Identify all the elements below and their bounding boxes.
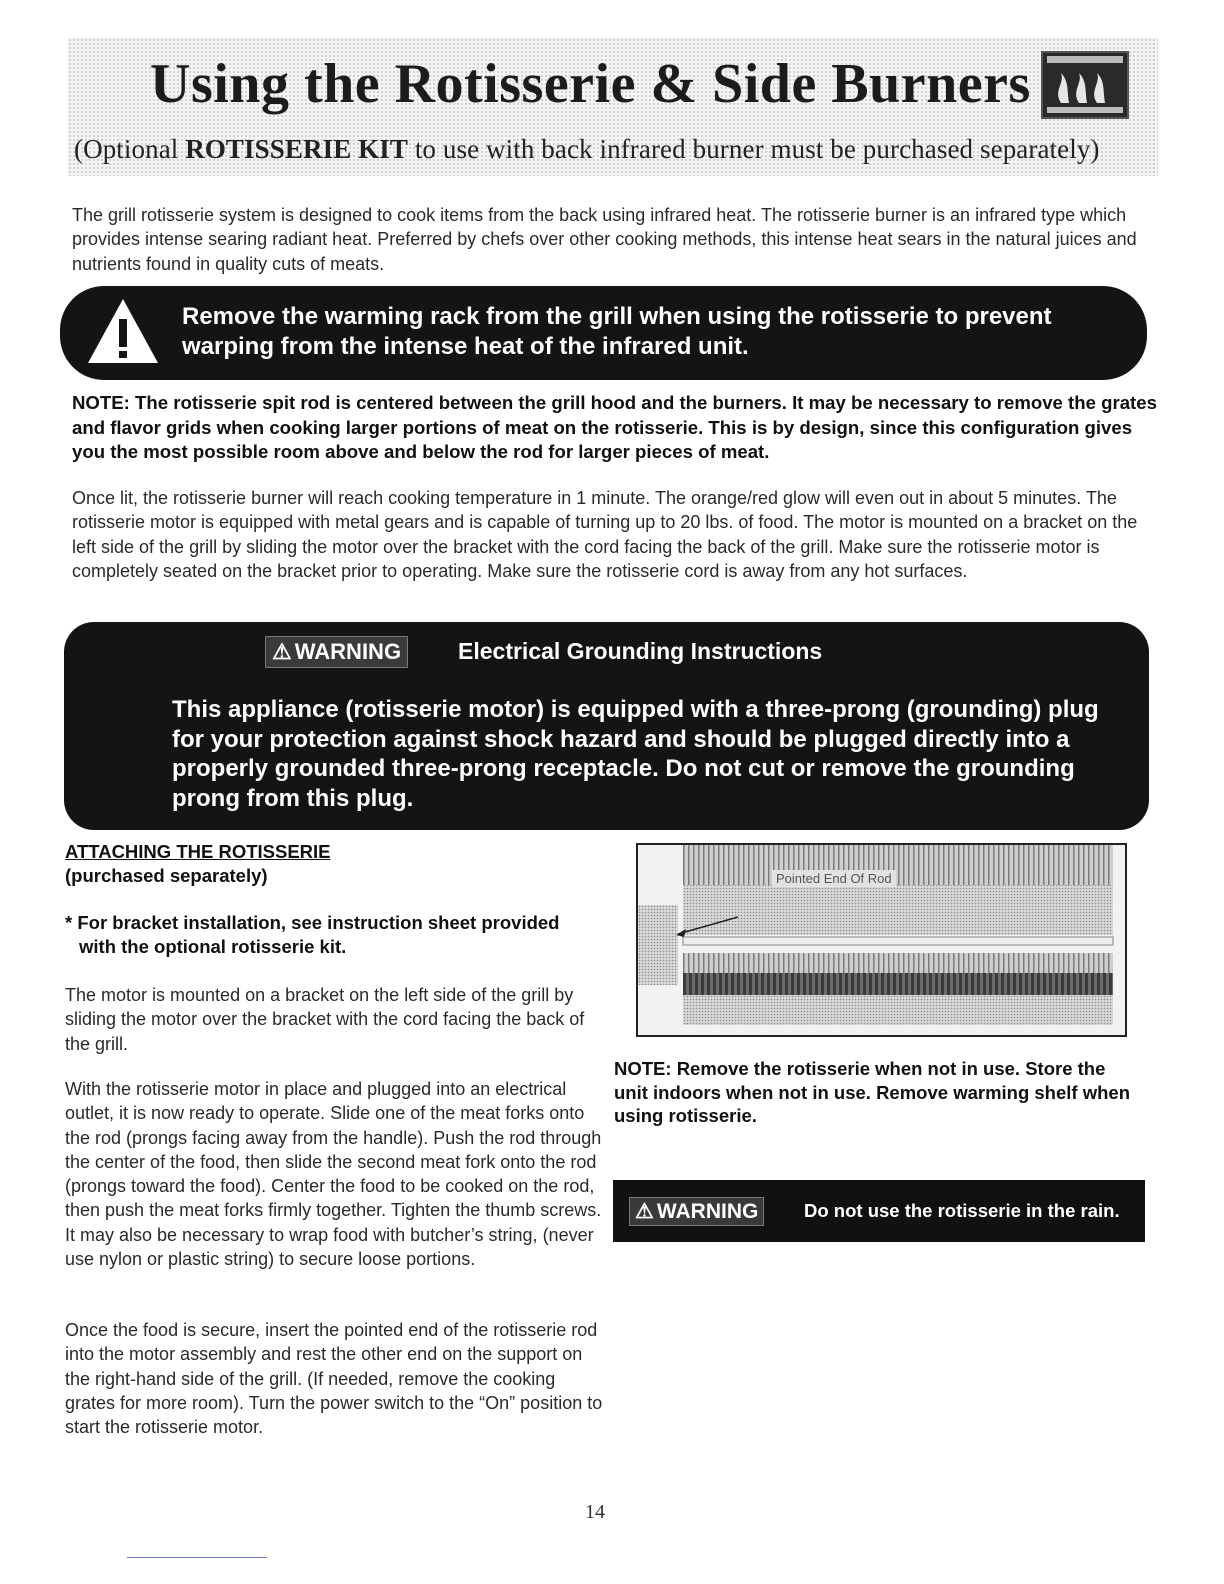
warning-triangle-icon: ⚠ xyxy=(272,639,292,664)
photo-callout-label: Pointed End Of Rod xyxy=(772,870,896,887)
page-title: Using the Rotisserie & Side Burners xyxy=(150,53,1031,115)
footer-rule xyxy=(127,1557,267,1558)
storage-note: NOTE: Remove the rotisserie when not in use. Store the unit indoors when not in use. Remove warming shelf when using rotisserie. xyxy=(614,1058,1130,1126)
spit-rod-note: NOTE: The rotisserie spit rod is centered between the grill hood and the burners. It may be necessary to remove the grates and flavor grids when cooking larger portions of meat on the rotisserie. This is by design, since this configuration gives you the most possible room above and below the rod for larger pieces of meat. xyxy=(72,392,1157,463)
grounding-body: This appliance (rotisserie motor) is equipped with a three-prong (grounding) plug for your protection against shock hazard and should be plugged directly into a properly grounded three-prong receptacle. Do not cut or remove the grounding prong from this plug. xyxy=(172,696,1099,812)
warning-badge: ⚠ WARNING xyxy=(265,636,408,668)
warning-triangle-icon: ⚠ xyxy=(635,1200,654,1223)
rain-warning-text: Do not use the rotisserie in the rain. xyxy=(804,1200,1120,1221)
grounding-heading: Electrical Grounding Instructions xyxy=(458,638,823,664)
page-subtitle: (Optional ROTISSERIE KIT to use with back infrared burner must be purchased separately) xyxy=(74,134,1100,164)
meat-fork-paragraph: With the rotisserie motor in place and plugged into an electrical outlet, it is now ready to operate. Slide one of the meat forks onto the rod (prongs facing away from the handle). Push the rod through the center of the food, then slide the second meat fork onto the rod (prongs toward the food). Center the food to be cooked on the rod, then push the meat forks firmly together. Tighten the thumb screws. It may also be necessary to wrap food with butcher’s string, (never use nylon or plastic string) to secure loose portions. xyxy=(65,1079,602,1270)
attaching-subheading: (purchased separately) xyxy=(65,865,268,886)
intro-paragraph: The grill rotisserie system is designed to cook items from the back using infrared heat. The rotisserie burner is an infrared type which provides intense searing radiant heat. Preferred by chefs over other cooking methods, this intense heat sears in the natural juices and nutrients found in quality cuts of meats. xyxy=(72,205,1137,274)
insert-rod-paragraph: Once the food is secure, insert the pointed end of the rotisserie rod into the motor assembly and rest the other end on the support on the right-hand side of the grill. (If needed, remove the cooking grates for more room). Turn the power switch to the “On” position to start the rotisserie motor. xyxy=(65,1320,603,1438)
grill-burner-icon xyxy=(1041,51,1129,119)
burner-motor-paragraph: Once lit, the rotisserie burner will reach cooking temperature in 1 minute. The orange/red glow will even out in about 5 minutes. The rotisserie motor is equipped with metal gears and is capable of turning up to 20 lbs. of food. The motor is mounted on a bracket on the left side of the grill by sliding the motor over the bracket with the cord facing the back of the grill. Make sure the rotisserie motor is completely seated on the bracket prior to operating. Make sure the rotisserie cord is away from any hot surfaces. xyxy=(72,488,1138,581)
page-number: 14 xyxy=(585,1501,605,1523)
motor-mount-paragraph: The motor is mounted on a bracket on the left side of the grill by sliding the motor over the bracket with the cord facing the back of the grill. xyxy=(65,985,585,1054)
warning-badge: ⚠ WARNING xyxy=(629,1197,764,1226)
warming-rack-warning-text: Remove the warming rack from the grill when using the rotisserie to prevent warping from the intense heat of the infrared unit. xyxy=(182,303,1052,360)
warning-triangle-icon xyxy=(86,297,160,365)
attaching-heading: ATTACHING THE ROTISSERIE xyxy=(65,841,331,862)
bracket-installation-note: * For bracket installation, see instruction sheet provided with the optional rotisserie kit. xyxy=(65,912,560,957)
